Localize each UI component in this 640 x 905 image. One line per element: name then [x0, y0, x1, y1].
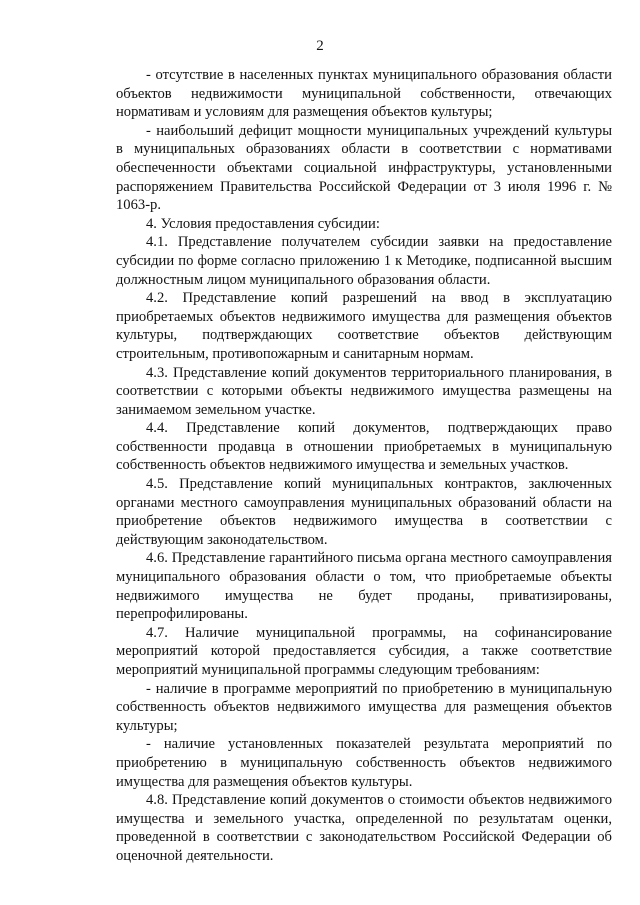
- paragraph-4-2: 4.2. Представление копий разрешений на ввод в эксплуатацию приобретаемых объектов недвижимого имущества для размещения объектов культуры, подтверждающих соответствие объектов действующим строительным, противопожарным и санитарным нормам.: [116, 290, 612, 362]
- paragraph-4-5: 4.5. Представление копий муниципальных контрактов, заключенных органами местного самоуправления муниципальных образований области на приобретение объектов недвижимого имущества в соответствии с действующим законодательством.: [116, 476, 612, 548]
- section-heading-subsidy-conditions: 4. Условия предоставления субсидии:: [146, 215, 380, 232]
- document-body: [116, 66, 612, 866]
- paragraph-capacity-deficit: - наибольший дефицит мощности муниципальных учреждений культуры в муниципальных образованиях области в соответствии с нормативами обеспеченности объектами социальной инфраструктуры, установленными распоряжением Правительства Российской Федерации от 3 июля 1996 г. № 1063-р.: [116, 122, 612, 214]
- paragraph-4-6: 4.6. Представление гарантийного письма органа местного самоуправления муниципального образования области о том, что приобретаемые объекты недвижимого имущества не будет проданы, приватизированы, перепрофилированы.: [116, 550, 612, 623]
- paragraph-absence-of-facilities: - отсутствие в населенных пунктах муниципального образования области объектов недвижимости муниципальной собственности, отвечающих нормативам и условиям для размещения объектов культуры;: [116, 67, 612, 121]
- paragraph-4-4: 4.4. Представление копий документов, подтверждающих право собственности продавца в отношении приобретаемых в муниципальную собственность объектов недвижимого имущества и земельных участков.: [116, 420, 612, 474]
- paragraph-program-measures: - наличие в программе мероприятий по приобретению в муниципальную собственность объектов недвижимого имущества для размещения объектов культуры;: [116, 680, 612, 734]
- paragraph-4-8: 4.8. Представление копий документов о стоимости объектов недвижимого имущества и земельного участка, определенной по результатам оценки, проведенной в соответствии с законодательством Российской Федерации об оценочной деятельности.: [116, 792, 612, 864]
- paragraph-result-indicators: - наличие установленных показателей результата мероприятий по приобретению в муниципальную собственность объектов недвижимого имущества для размещения объектов культуры.: [116, 736, 612, 790]
- paragraph-4-7: 4.7. Наличие муниципальной программы, на софинансирование мероприятий которой предоставляется субсидия, а также соответствие мероприятий муниципальной программы следующим требованиям:: [116, 624, 612, 678]
- paragraph-4-1: 4.1. Представление получателем субсидии заявки на предоставление субсидии по форме согласно приложению 1 к Методике, подписанной высшим должностным лицом муниципального образования области.: [116, 234, 612, 288]
- page-number: 2: [316, 38, 324, 54]
- paragraph-4-3: 4.3. Представление копий документов территориального планирования, в соответствии с которыми объекты недвижимого имущества размещены на занимаемом земельном участке.: [116, 364, 612, 418]
